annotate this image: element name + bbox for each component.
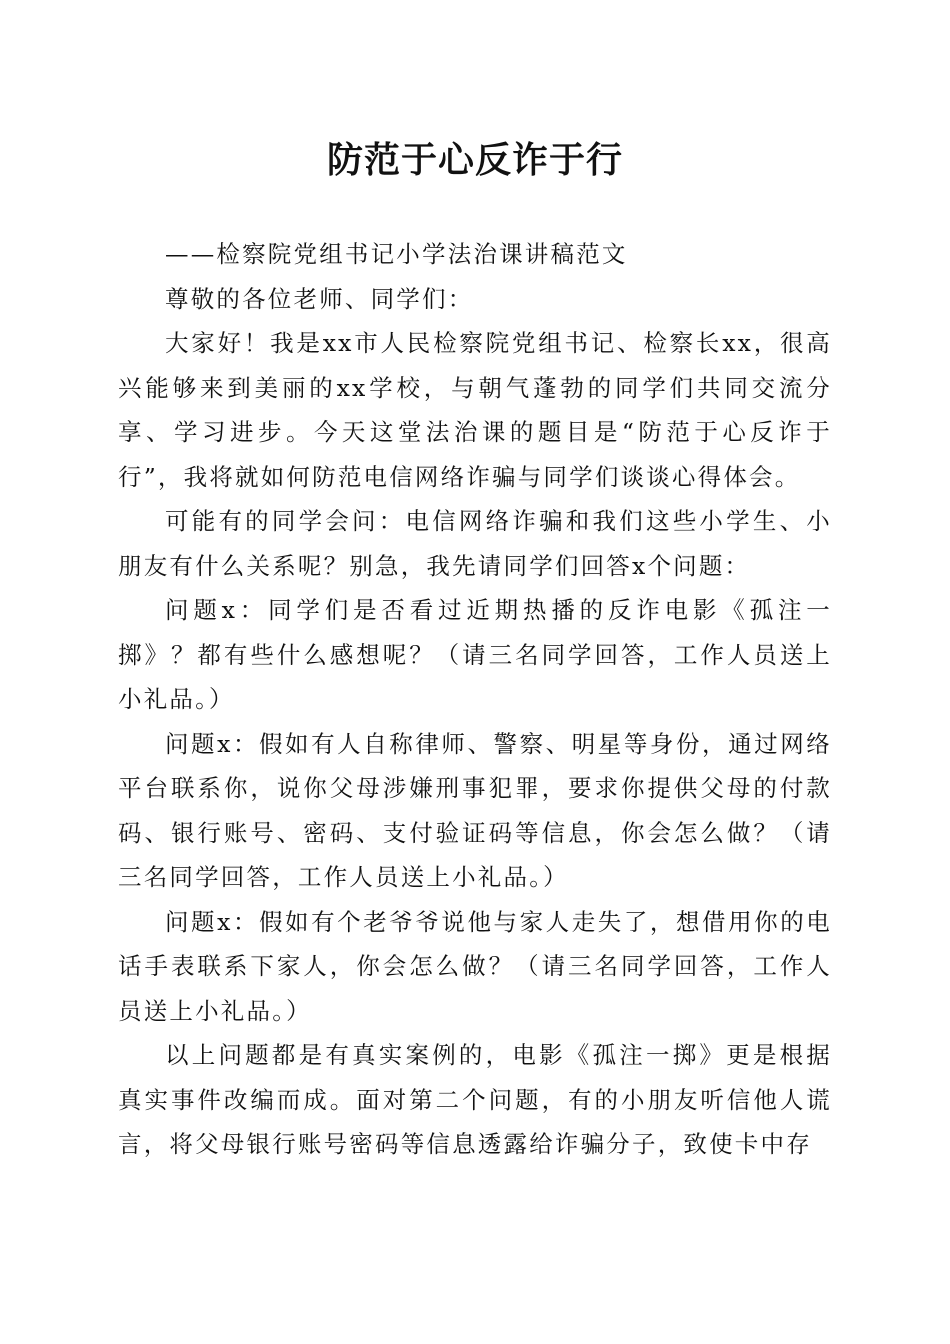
salutation: 尊敬的各位老师、同学们： <box>165 284 474 313</box>
paragraph-question-3: 问题x：假如有个老爷爷说他与家人走失了，想借用你的电话手表联系下家人，你会怎么做？（请三名同学回答，工作人员送上小礼品。） <box>118 907 832 1025</box>
subtitle: ——检察院党组书记小学法治课讲稿范文 <box>165 240 628 268</box>
paragraph-question-1: 问题x：同学们是否看过近期热播的反诈电影《孤注一掷》？都有些什么感想呢？（请三名同学回答，工作人员送上小礼品。） <box>118 596 832 713</box>
paragraph-question-2: 问题x：假如有人自称律师、警察、明星等身份，通过网络平台联系你，说你父母涉嫌刑事犯罪，要求你提供父母的付款码、银行账号、密码、支付验证码等信息，你会怎么做？（请三名同学回答，工作人员送上小礼品。） <box>118 729 832 891</box>
paragraph-intro-question: 可能有的同学会问：电信网络诈骗和我们这些小学生、小朋友有什么关系呢？别急，我先请同学们回答x个问题： <box>118 507 832 580</box>
paragraph-greeting: 大家好！我是xx市人民检察院党组书记、检察长xx，很高兴能够来到美丽的xx学校，与朝气蓬勃的同学们共同交流分享、学习进步。今天这堂法治课的题目是“防范于心反诈于行”，我将就如何防范电信网络诈骗与同学们谈谈心得体会。 <box>118 329 832 491</box>
paragraph-case-explanation: 以上问题都是有真实案例的，电影《孤注一掷》更是根据真实事件改编而成。面对第二个问题，有的小朋友听信他人谎言，将父母银行账号密码等信息透露给诈骗分子，致使卡中存 <box>118 1041 832 1158</box>
document-body <box>118 232 832 1167</box>
document-title: 防范于心反诈于行 <box>326 139 623 181</box>
